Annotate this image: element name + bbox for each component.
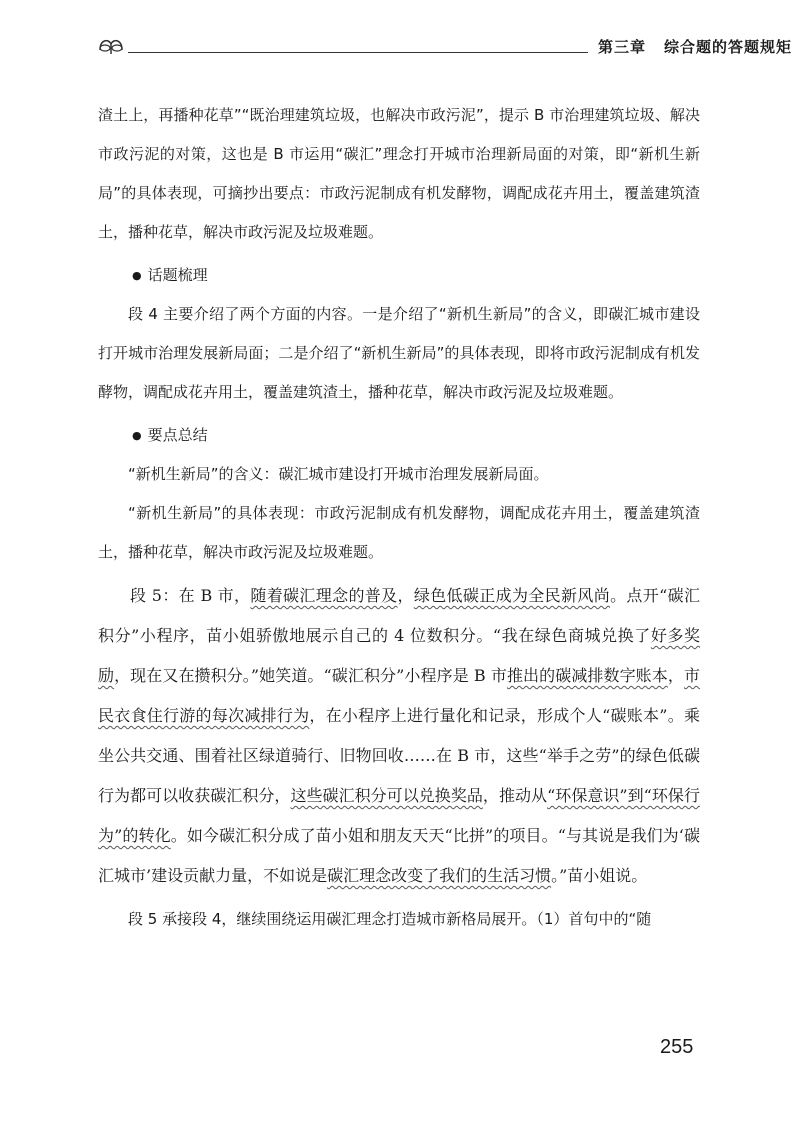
chapter-heading [598, 36, 792, 57]
section-heading: 要点总结 [147, 426, 208, 444]
underlined-phrase: 绿色低碳正成为全民新风尚 [413, 586, 611, 605]
text-run: ，推动从 [482, 786, 548, 805]
section-key-points [132, 416, 700, 455]
underlined-phrase: 碳汇理念改变了我们的生活习惯 [327, 866, 552, 885]
text-run: ， [397, 586, 414, 605]
section-heading: 话题梳理 [147, 266, 208, 284]
underlined-phrase: 市民衣食住行游的每次减排行为 [98, 666, 700, 725]
paragraph-analysis-continued: 渣土上，再播种花草”“既治理建筑垃圾，也解决市政污泥”，提示 B 市治理建筑垃圾、解决市政污泥的对策，这也是 B 市运用“碳汇”理念打开城市治理新局面的对策，即“新机生新局”的具体表现，可摘抄出要点：市政污泥制成有机发酵物，调配成花卉用土，覆盖建筑渣土，播种花草，解决市政污泥及垃圾难题。 [98, 106, 700, 241]
text-run: 。点开“碳汇积分”小程序，苗小姐骄傲地展示自己的 4 位数积分。“我在绿色商城兑换了 [98, 586, 700, 645]
underlined-phrase: 随着碳汇理念的普及 [250, 586, 398, 605]
paragraph-key-point-manifestation: “新机生新局”的具体表现：市政污泥制成有机发酵物，调配成花卉用土，覆盖建筑渣土，播种花草，解决市政污泥及垃圾难题。 [98, 504, 700, 561]
text-run: 段 5：在 B 市， [130, 586, 251, 605]
running-header [96, 22, 793, 62]
page-body [98, 96, 700, 939]
sprout-logo-icon [96, 30, 126, 56]
bullet-dot-icon: ● [132, 429, 142, 442]
header-rule [128, 52, 588, 53]
underlined-phrase: 推出的碳减排数字账本 [506, 666, 668, 685]
text-run: 。如今碳汇积分成了苗小姐和朋友天天“比拼”的项目。“与其说是我们为‘碳汇城市’建设贡献力量，不如说是 [98, 826, 700, 885]
bullet-dot-icon: ● [132, 269, 142, 282]
chapter-number: 第三章 [598, 38, 647, 56]
section-topic-summary [132, 256, 700, 295]
text-run: ，现在又在攒积分。”她笑道。“碳汇积分”小程序是 B 市 [114, 666, 507, 685]
chapter-title: 综合题的答题规矩 [664, 38, 793, 56]
page-number: 255 [660, 1036, 694, 1058]
text-run: ， [667, 666, 684, 685]
paragraph-source-text-5 [98, 576, 700, 896]
underlined-phrase: “环保意识”到“环保行为”的转化 [98, 786, 700, 845]
paragraph-analysis-5: 段 5 承接段 4，继续围绕运用碳汇理念打造城市新格局展开。（1）首句中的“随 [128, 910, 652, 928]
text-run: ，在小程序上进行量化和记录，形成个人“碳账本”。乘坐公共交通、围着社区绿道骑行、旧物回收……在 B 市，这些“举手之劳”的绿色低碳行为都可以收获碳汇积分， [98, 706, 700, 805]
underlined-phrase: 好多奖励 [98, 626, 700, 685]
text-run: 。”苗小姐说。 [551, 866, 648, 885]
paragraph-key-point-meaning: “新机生新局”的含义：碳汇城市建设打开城市治理发展新局面。 [128, 465, 549, 483]
paragraph-topic: 段 4 主要介绍了两个方面的内容。一是介绍了“新机生新局”的含义，即碳汇城市建设打开城市治理发展新局面；二是介绍了“新机生新局”的具体表现，即将市政污泥制成有机发酵物，调配成花卉用土，覆盖建筑渣土，播种花草，解决市政污泥及垃圾难题。 [98, 305, 700, 401]
underlined-phrase: 这些碳汇积分可以兑换奖品 [290, 786, 483, 805]
